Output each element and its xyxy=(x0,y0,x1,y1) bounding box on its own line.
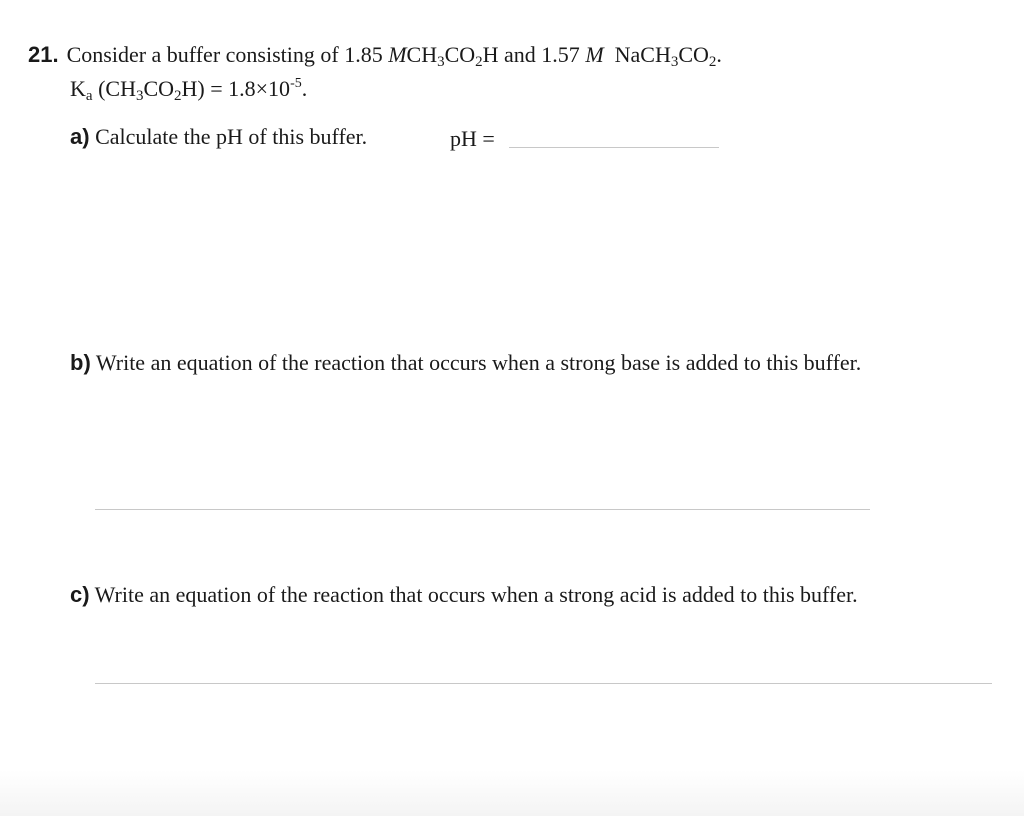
part-c-answer-line[interactable] xyxy=(95,683,992,684)
stem-period: . xyxy=(716,42,722,67)
part-a-prompt xyxy=(70,124,367,150)
part-c-text: Write an equation of the reaction that occurs when a strong acid is added to this buffer. xyxy=(94,582,858,607)
question-number: 21. xyxy=(28,42,59,67)
ka-formula: $(CH_3CO_2H)$ xyxy=(98,76,205,104)
page-bottom-shade xyxy=(0,770,1024,816)
part-c-prompt xyxy=(70,582,858,608)
ka-symbol: $K_a$ xyxy=(70,76,93,104)
stem-intro: Consider a buffer consisting of 1.85 xyxy=(66,42,383,67)
molar-unit-2: M xyxy=(585,42,604,67)
part-b-answer-line[interactable] xyxy=(95,509,870,510)
part-c-letter: c) xyxy=(70,582,90,607)
part-a-letter: a) xyxy=(70,124,90,149)
ka-line xyxy=(70,76,307,102)
ph-answer-blank[interactable] xyxy=(509,147,719,148)
question-stem xyxy=(28,42,722,68)
molar-unit-1: M xyxy=(388,42,407,67)
part-b-prompt xyxy=(70,350,861,376)
stem-and: and 1.57 xyxy=(504,42,580,67)
ka-value: = $1.8\times 10^{-5}$. xyxy=(210,76,308,101)
acid-formula: $CH_3CO_2H$ xyxy=(406,42,499,70)
part-b-letter: b) xyxy=(70,350,91,375)
salt-formula: $NaCH_3CO_2$ xyxy=(614,42,717,70)
ph-answer-label: pH = xyxy=(450,126,495,151)
part-b-text: Write an equation of the reaction that occurs when a strong base is added to this buffer. xyxy=(95,350,862,375)
part-a-text: Calculate the pH of this buffer. xyxy=(95,124,368,149)
